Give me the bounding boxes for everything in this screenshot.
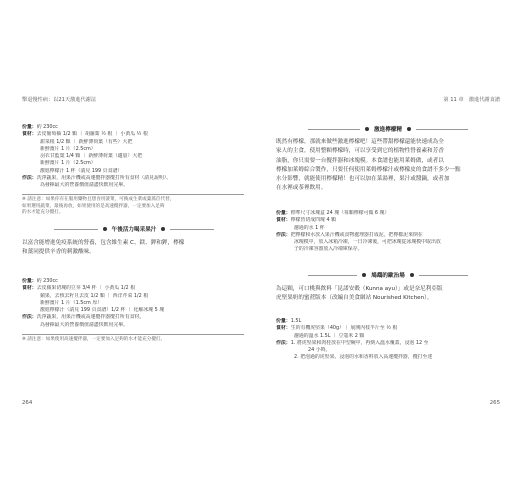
body-line: 在水裡或茶裡飲用。 (276, 185, 327, 192)
right-page (268, 86, 508, 412)
bullet-icon (410, 273, 414, 277)
section-heading (54, 224, 214, 234)
note-line: 的水才能充分攪打。 (22, 210, 64, 216)
recipe-line: 食材：生的有機虎堅果（40g）｜ 展開內枝半斤至 ½ 根 (276, 325, 398, 332)
body-line: 水分影響，就能使用檸檬精！也可以加在菜湯裡，果汁或醬鍋，或者加 (276, 176, 450, 183)
recipe-line: 份量：1.5L (276, 318, 302, 324)
recipe-line: 24 小時。 (308, 347, 331, 354)
left-page (14, 86, 254, 412)
recipe-line: 食材：去皮葡萄柚 1/2 顆 ｜ 胡蘿蔔 ½ 根 ｜ 小黃瓜 ½ 根 (22, 131, 148, 138)
divider (170, 229, 214, 230)
recipe-line: 冰塊模中，放入冰箱冷凍，一日冷凍後，可把冰塊從冰塊模中取出放 (294, 239, 441, 246)
recipe-line: 作法：1. 將虎堅果和肉桂放在中型碗中，再倒入溫水覆蓋，浸泡 12 至 (276, 339, 429, 346)
recipe-line: 蘋果，去核去籽且去皮 1/2 顆 ｜ 西洋芹菜 1/2 根 (40, 292, 149, 299)
body-line: 為這顆，可口桃與飲料「昆諾安穀（Kunna ayu）」或是奈尼利亞版 (276, 286, 443, 292)
recipe (276, 318, 498, 362)
section-title: 激進檸檬精 (374, 127, 402, 133)
running-head: 第 11 章 激進代謝食譜 (443, 97, 500, 103)
bullet-icon (365, 127, 369, 131)
note-line: 如果選用蔬菜，最後再放，如果使用的是高速攪拌器，一定要加入足夠 (22, 203, 165, 209)
section-body (276, 138, 498, 194)
recipe-line: 激進檸檬汁（請見 199 頁食譜）1/2 杯 ｜ 化解冰塊 5 塊 (40, 307, 165, 314)
section-title: 午後活力喝采果汁 (111, 227, 157, 233)
body-line: 檸檬加萊姆綜合製作，只要任何使用萊姆檸檬汁或檸檬皮的食譜不多少一點 (276, 166, 461, 173)
page-number: 265 (489, 400, 500, 406)
recipe-line: 羽衣甘藍葉 1/4 顆 ｜ 新鮮薄荷葉（適量）大把 (40, 153, 143, 160)
recipe-line: 食材：去皮蘋果切塊的豆芽 3/4 杯 ｜ 小黃瓜 1/2 根 (22, 285, 136, 292)
recipe-line: 甜菜根 1/2 顆 ｜ 新鮮薄荷葉（有些）大把 (40, 138, 133, 145)
divider (416, 129, 468, 130)
divider (54, 229, 98, 230)
section-heading (308, 124, 468, 134)
recipe-line: 作法：把檸檬和水放入果汁機或食物處理器打成泥，把檸檬泥來倒在 (276, 231, 423, 238)
recipe-line: 濾過的水 1 杯 (294, 224, 325, 231)
note-line: ※ 請注意：如果使用高速攪拌器，一定要加入足夠的水才能充分攪打。 (22, 337, 166, 342)
page-number: 264 (22, 400, 33, 406)
bullet-icon (161, 227, 165, 231)
divider (419, 275, 468, 276)
section-body (276, 285, 498, 304)
section-title: 鳩鵡的歐治場 (371, 273, 405, 279)
divider (308, 129, 360, 130)
recipe-line: 2. 把泡過的虎堅果、浸泡的水和香料放入高速攪拌器，攪打至達 (294, 354, 433, 361)
body-line: 油脂，你只需要一台攪拌器和冰塊模。本食譜也能用萊姆做，或者以 (276, 157, 444, 164)
body-line: 虎堅果奶的蜜蔗版本（改編自美食網站 Nourished Kitchen）。 (276, 295, 433, 302)
note (22, 337, 244, 344)
divider (22, 334, 244, 335)
bullet-icon (362, 273, 366, 277)
body-line: 家人的主食，使用整顆檸檬時，可以享受到它的植物性營養素和芳香 (276, 148, 444, 155)
bullet-icon (103, 227, 107, 231)
recipe-line: 食材：檸檬皆切成四塊 4 顆 (276, 217, 337, 224)
section-heading (308, 270, 468, 280)
recipe-line: 新鮮薑片 1 片（2.5cm） (40, 145, 96, 152)
recipe-line: 子的冷凍容器放入冷凍庫保存。 (294, 246, 363, 253)
divider (22, 194, 244, 195)
top-recipe (22, 124, 244, 190)
recipe-line: 新鮮薑片 1 片（1.5cm 厚） (40, 299, 103, 306)
recipe-line: 新鮮薑片 1 片（2.5cm） (40, 160, 96, 167)
recipe-line: 份量：約 230cc (22, 278, 58, 284)
recipe-line: 濾過的溫水 1.5L ｜ 豆蔻米 2 顆 (294, 332, 365, 339)
bullet-icon (407, 127, 411, 131)
running-head: 擊退慢性病：以21天激進代謝法 (22, 97, 97, 103)
body-line: 以富含能增進免疫系統的營養，包含維生素 C、鎂、鉀和鉀，檸檬 (22, 240, 185, 246)
recipe-line: 份量：約 230cc (22, 124, 58, 130)
intro-text (22, 239, 244, 258)
recipe-line: 作法：洗淨蔬果，用果汁機或高速攪拌器攪打所有食材（請見說明）。 (22, 175, 172, 182)
recipe-line: 為發揮最大的營養價值請盡快飲用完畢。 (40, 321, 129, 328)
bottom-recipe (22, 278, 244, 329)
body-line: 和薑同提供辛香的刺激酸味。 (22, 249, 95, 256)
recipe-line: 作法：洗淨蔬果，用果汁機或高速攪拌器攪打所有食材。 (22, 314, 145, 321)
recipe-line: 為發揮最大的營養價值請盡快飲用完畢。 (40, 182, 129, 189)
body-line: 既然有檸檬，那就來做些激進檸檬吧！這些帶甜檸檬還能快速成為全 (276, 139, 444, 145)
note-line: ※ 請注意：如果你有在服用藥物且想食用菠菜，可換成生菜或葉萵苣代替， (22, 197, 175, 202)
recipe-line: 激進檸檬汁 1 杯（請見 199 頁食譜） (40, 167, 123, 174)
note (22, 197, 244, 217)
recipe (276, 210, 498, 254)
divider (308, 275, 357, 276)
recipe-line: 份量：標準尺寸冰塊盒 24 塊（每顆檸檬可做 6 塊） (276, 210, 390, 216)
